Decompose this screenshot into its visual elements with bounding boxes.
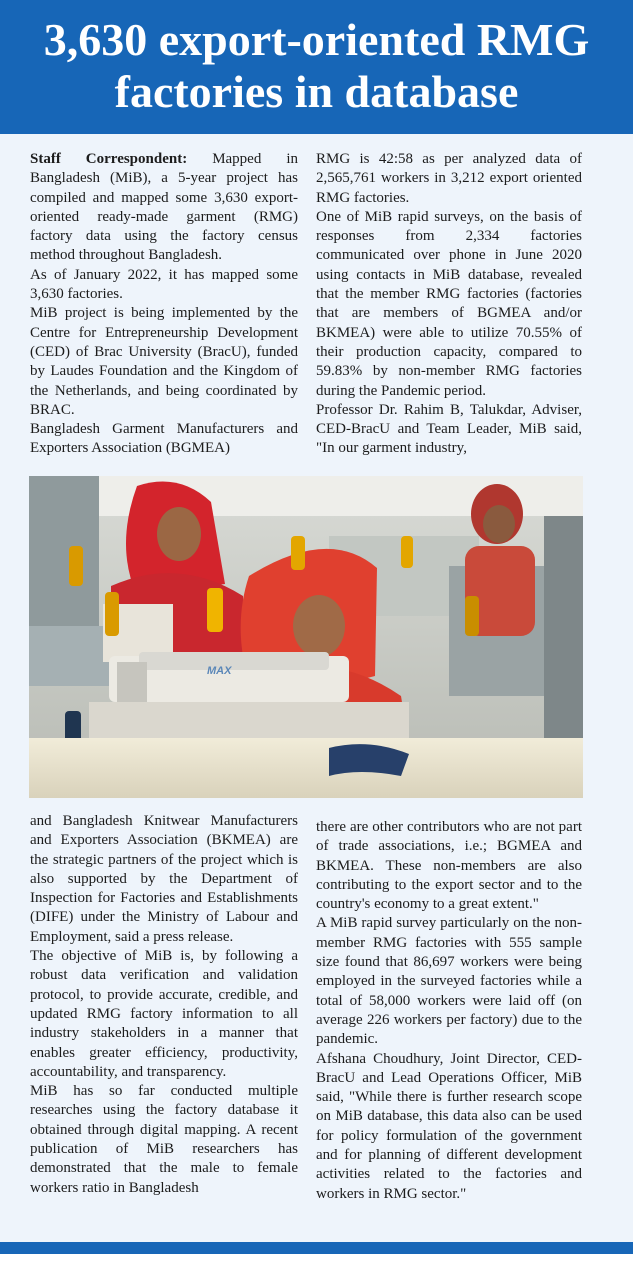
machine-brand-label: MAX xyxy=(207,665,232,677)
headline xyxy=(0,14,633,118)
photo-illustration xyxy=(29,476,583,798)
article-paragraph: One of MiB rapid surveys, on the basis of responses from 2,334 factories communicated over phone in June 2020 using contacts in MiB database, revealed that the member RMG factories (factories that are members of BGMEA and/or BKMEA) were able to utilize 70.55% of their production capacity, compared to 59.83% by non-member RMG factories during the Pandemic period. xyxy=(316,208,582,399)
article-paragraph: RMG is 42:58 as per analyzed data of 2,565,761 workers in 3,212 export oriented RMG factories. xyxy=(316,151,582,206)
article-column-2-bottom xyxy=(316,818,582,1204)
article-paragraph: Professor Dr. Rahim B, Talukdar, Adviser, CED-BracU and Team Leader, MiB said, "In our garment industry, xyxy=(316,401,582,457)
article-paragraph: As of January 2022, it has mapped some 3,630 factories. xyxy=(30,266,298,303)
factory-workers-photo xyxy=(29,476,583,798)
article-column-2-top xyxy=(316,150,582,459)
article-column-1-bottom xyxy=(30,812,298,1198)
article-paragraph: and Bangladesh Knitwear Manufacturers and Exporters Association (BKMEA) are the strategic partners of the project which is also supported by the Department of Inspection for Factories and Establishments (DIFE) under the Ministry of Labour and Employment, said a press release. xyxy=(30,813,298,945)
article-paragraph: MiB has so far conducted multiple researches using the factory database it obtained through digital mapping. A recent publication of MiB researchers has demonstrated that the male to female workers ratio in Bangladesh xyxy=(30,1083,298,1196)
paragraph-text: Mapped in Bangladesh (MiB), a 5-year project has compiled and mapped some 3,630 export-oriented ready-made garment (RMG) factory data using the factory census method throughout Bangladesh. xyxy=(30,151,298,264)
article-paragraph: The objective of MiB is, by following a robust data verification and validation protocol, to provide accurate, credible, and updated RMG factory information to all industry stakeholders in a manner that enables greater efficiency, productivity, accountability, and transparency. xyxy=(30,948,298,1080)
footer-bar xyxy=(0,1242,633,1254)
article-paragraph xyxy=(30,150,298,266)
article-paragraph: MiB project is being implemented by the Centre for Entrepreneurship Development (CED) of Brac University (BracU), funded by Laudes Foundation and the Kingdom of the Netherlands, and being coordinated by BRAC. xyxy=(30,305,298,418)
article-paragraph: there are other contributors who are not part of trade associations, i.e.; BGMEA and BKMEA. These non-members are also contributing to the export sector and to the country's economy to a great extent." xyxy=(316,819,582,913)
byline: Staff Correspondent: xyxy=(30,151,188,167)
headline-banner xyxy=(0,0,633,134)
article-column-1-top xyxy=(30,150,298,459)
headline-line-2: factories in database xyxy=(114,66,519,117)
article-paragraph: Afshana Choudhury, Joint Director, CED-BracU and Lead Operations Officer, MiB said, "While there is further research scope on MiB database, this data also can be used for policy formulation of the government and for planning of different development activities related to the factories and workers in RMG sector." xyxy=(316,1050,582,1202)
article-paragraph: A MiB rapid survey particularly on the non-member RMG factories with 555 sample size found that 86,697 workers were being employed in the surveyed factories while a total of 58,000 workers were laid off (on average 226 workers per factory) due to the pandemic. xyxy=(316,915,582,1048)
article-paragraph: Bangladesh Garment Manufacturers and Exporters Association (BGMEA) xyxy=(30,421,298,457)
headline-line-1: 3,630 export-oriented RMG xyxy=(43,14,590,65)
